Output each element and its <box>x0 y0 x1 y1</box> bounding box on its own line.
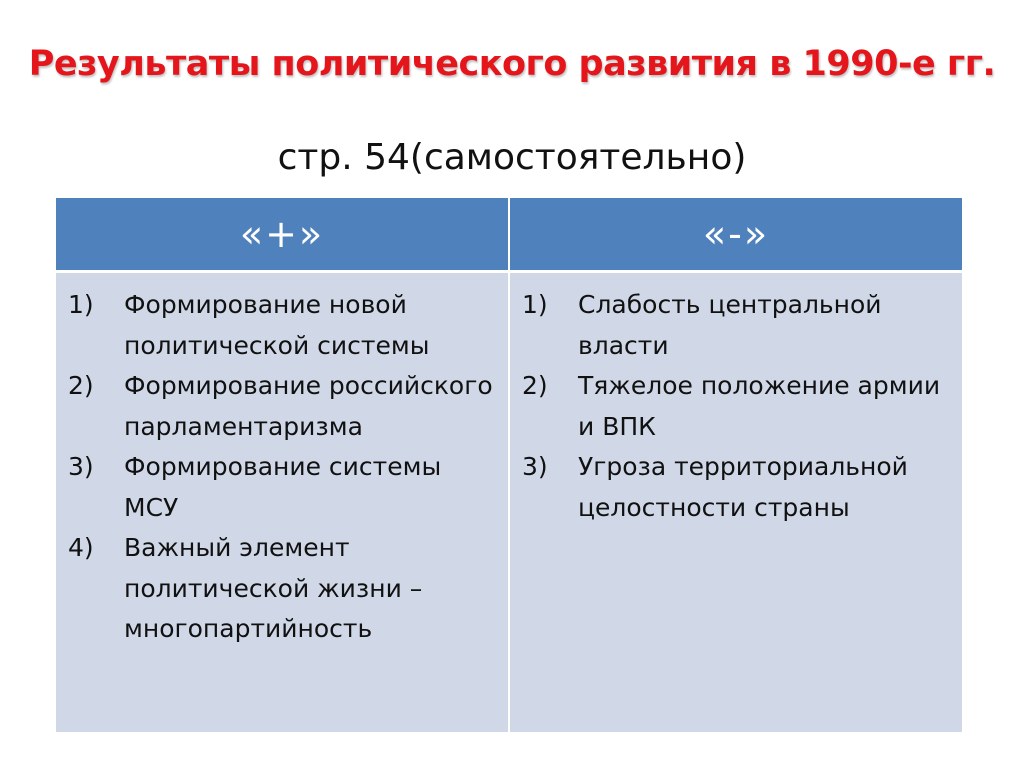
pros-item-4 <box>68 528 500 650</box>
item-number: 2) <box>522 371 548 400</box>
cons-item-2 <box>522 366 954 447</box>
pros-list <box>56 285 508 650</box>
item-text: Слабость центральной власти <box>578 290 882 360</box>
cons-cell <box>509 272 962 733</box>
content-row <box>56 272 962 733</box>
cons-item-1 <box>522 285 954 366</box>
slide-subtitle: стр. 54(самостоятельно) <box>277 137 747 178</box>
item-text: Формирование новой политической системы <box>124 290 430 360</box>
pros-cell <box>56 272 509 733</box>
cons-list <box>510 285 962 528</box>
pros-item-1 <box>68 285 500 366</box>
header-minus: «-» <box>509 198 962 272</box>
pros-item-3 <box>68 447 500 528</box>
item-text: Важный элемент политической жизни – многопартийность <box>124 533 423 643</box>
item-text: Формирование российского парламентаризма <box>124 371 493 441</box>
comparison-table <box>56 198 962 732</box>
item-number: 1) <box>68 290 94 319</box>
item-text: Тяжелое положение армии и ВПК <box>578 371 941 441</box>
item-text: Угроза территориальной целостности страны <box>578 452 908 522</box>
item-number: 1) <box>522 290 548 319</box>
item-number: 3) <box>522 452 548 481</box>
header-plus: «+» <box>56 198 509 272</box>
item-number: 3) <box>68 452 94 481</box>
item-text: Формирование системы МСУ <box>124 452 442 522</box>
item-number: 4) <box>68 533 94 562</box>
item-number: 2) <box>68 371 94 400</box>
slide-title: Результаты политического развития в 1990-е гг. <box>28 44 996 84</box>
pros-item-2 <box>68 366 500 447</box>
header-row <box>56 198 962 272</box>
cons-item-3 <box>522 447 954 528</box>
